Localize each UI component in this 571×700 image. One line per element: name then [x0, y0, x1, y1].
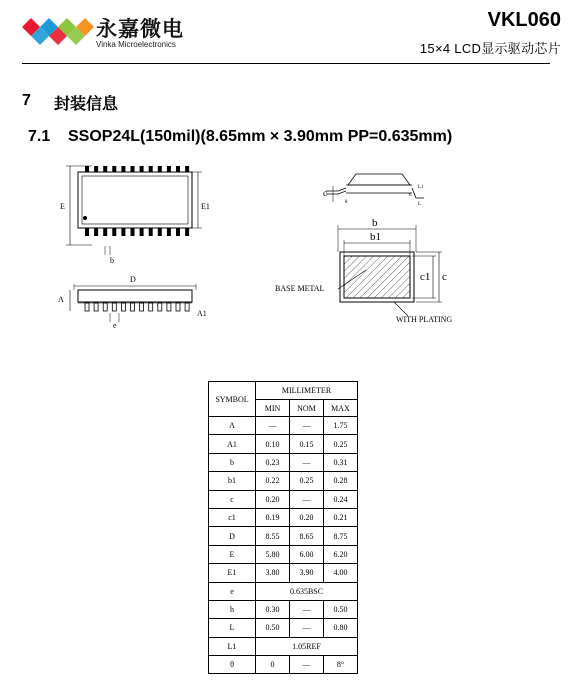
label-with-plating: WITH PLATING [396, 315, 453, 324]
cell-nom: 0.20 [290, 508, 324, 526]
cell-symbol: c [209, 490, 256, 508]
cell-symbol: h [209, 600, 256, 618]
side-view [70, 284, 196, 322]
cell-symbol: E1 [209, 564, 256, 582]
pin-side [112, 303, 116, 311]
top-view-pins-bottom [85, 228, 189, 236]
label-E: E [60, 202, 65, 211]
cell-max: 0.50 [324, 600, 358, 618]
label-base-metal: BASE METAL [275, 284, 325, 293]
label-c1-section: c1 [420, 271, 431, 283]
cell-symbol: c1 [209, 508, 256, 526]
pin-side [131, 303, 135, 311]
cell-min: 0 [256, 656, 290, 674]
pin-top [185, 166, 189, 172]
table-body [209, 417, 358, 674]
label-A1: A1 [197, 309, 207, 318]
label-L: L [418, 202, 422, 207]
cell-symbol: b1 [209, 472, 256, 490]
pin-bottom [85, 228, 89, 236]
cell-symbol: D [209, 527, 256, 545]
table-row [209, 490, 358, 508]
table-row [209, 619, 358, 637]
cell-min: 0.50 [256, 619, 290, 637]
side-view-body [78, 290, 192, 302]
section-number: 7 [22, 92, 31, 109]
dimension-table [208, 381, 358, 674]
pin-side [158, 303, 162, 311]
top-view-pins-top [85, 166, 189, 172]
table-row [209, 582, 358, 600]
pin-top [140, 166, 144, 172]
table-row [209, 417, 358, 435]
cell-max: 8.75 [324, 527, 358, 545]
cell-nom: 3.90 [290, 564, 324, 582]
cell-min: 0.22 [256, 472, 290, 490]
table-row [209, 508, 358, 526]
table-header-symbol: SYMBOL [209, 382, 256, 417]
package-drawing [0, 150, 571, 340]
cell-nom: — [290, 619, 324, 637]
pin-bottom [103, 228, 107, 236]
cell-nom: — [290, 656, 324, 674]
pin-top [167, 166, 171, 172]
cell-min: 8.55 [256, 527, 290, 545]
pin-top [112, 166, 116, 172]
label-b-section: b [372, 217, 378, 229]
pin-bottom [121, 228, 125, 236]
pin-bottom [167, 228, 171, 236]
cell-min: 0.23 [256, 453, 290, 471]
table-row [209, 637, 358, 655]
cell-max: 0.25 [324, 435, 358, 453]
cell-symbol: E [209, 545, 256, 563]
base-metal [344, 256, 410, 298]
pin-side [140, 303, 144, 311]
table-header-max: MAX [324, 400, 358, 417]
pin-side [85, 303, 89, 311]
brand-name-cn: 永嘉微电 [96, 17, 184, 41]
pin-bottom [140, 228, 144, 236]
cell-span: 0.635BSC [256, 582, 358, 600]
top-view-body [78, 172, 192, 228]
cell-max: 0.21 [324, 508, 358, 526]
cell-max: 0.80 [324, 619, 358, 637]
cell-nom: — [290, 417, 324, 435]
cell-nom: — [290, 453, 324, 471]
pin-top [131, 166, 135, 172]
pin-top [85, 166, 89, 172]
pin-side [149, 303, 153, 311]
cell-symbol: A [209, 417, 256, 435]
pin-top [103, 166, 107, 172]
label-e: e [113, 321, 117, 330]
pin-side [167, 303, 171, 311]
cell-min: 0.20 [256, 490, 290, 508]
label-b: b [110, 256, 114, 265]
pin-bottom [158, 228, 162, 236]
cell-span: 1.05REF [256, 637, 358, 655]
brand-name-en: Vinka Microelectronics [96, 40, 176, 49]
pin-side [121, 303, 125, 311]
table-row [209, 545, 358, 563]
cell-min: 3.80 [256, 564, 290, 582]
pin-top [158, 166, 162, 172]
subsection-number: 7.1 [28, 128, 51, 145]
table-header-millimeter: MILLIMETER [256, 382, 358, 400]
label-E1: E1 [201, 202, 210, 211]
pin-bottom [131, 228, 135, 236]
cell-max: 0.24 [324, 490, 358, 508]
pin-bottom [176, 228, 180, 236]
section-title: 封装信息 [54, 94, 119, 113]
table-header-min: MIN [256, 400, 290, 417]
cell-min: 0.30 [256, 600, 290, 618]
cell-min: 0.10 [256, 435, 290, 453]
cell-nom: 6.00 [290, 545, 324, 563]
cell-nom: 0.25 [290, 472, 324, 490]
top-view-inner [82, 176, 188, 224]
doc-subtitle: 15×4 LCD显示驱动芯片 [419, 41, 561, 56]
pin-side [185, 303, 189, 311]
cell-max: 4.00 [324, 564, 358, 582]
pin-side [94, 303, 98, 311]
table-header-nom: NOM [290, 400, 324, 417]
cell-nom: 0.15 [290, 435, 324, 453]
pin1-marker [83, 216, 87, 220]
model-number: VKL060 [487, 9, 561, 31]
top-view [66, 166, 202, 255]
cell-min: 0.19 [256, 508, 290, 526]
cell-max: 0.28 [324, 472, 358, 490]
label-h: h [409, 193, 412, 198]
table-row [209, 656, 358, 674]
cell-nom: — [290, 600, 324, 618]
label-theta: θ [345, 200, 348, 205]
table-row [209, 527, 358, 545]
subsection-title: SSOP24L(150mil)(8.65mm × 3.90mm PP=0.635mm) [68, 128, 453, 145]
label-L1: L1 [418, 185, 424, 190]
cell-symbol: L [209, 619, 256, 637]
label-c-lead: c [323, 188, 327, 198]
pin-side [103, 303, 107, 311]
label-D: D [130, 275, 136, 284]
table-row [209, 564, 358, 582]
cell-max: 8° [324, 656, 358, 674]
cell-max: 6.20 [324, 545, 358, 563]
pin-bottom [185, 228, 189, 236]
pin-bottom [94, 228, 98, 236]
cell-symbol: e [209, 582, 256, 600]
cell-nom: — [290, 490, 324, 508]
cell-symbol: b [209, 453, 256, 471]
table-row [209, 600, 358, 618]
pin-bottom [112, 228, 116, 236]
pin-top [121, 166, 125, 172]
pin-top [149, 166, 153, 172]
table-row [209, 453, 358, 471]
header-divider [22, 63, 550, 64]
cell-symbol: L1 [209, 637, 256, 655]
pin-top [94, 166, 98, 172]
cell-symbol: θ [209, 656, 256, 674]
label-A: A [58, 295, 64, 304]
table-row [209, 435, 358, 453]
cell-max: 1.75 [324, 417, 358, 435]
cell-min: — [256, 417, 290, 435]
cell-nom: 8.65 [290, 527, 324, 545]
cell-min: 5.80 [256, 545, 290, 563]
pin-top [176, 166, 180, 172]
brand-logo-icon [22, 14, 94, 50]
cell-symbol: A1 [209, 435, 256, 453]
cell-max: 0.31 [324, 453, 358, 471]
label-b1-section: b1 [370, 231, 381, 243]
pin-side [176, 303, 180, 311]
label-c-section: c [442, 271, 447, 283]
table-row [209, 472, 358, 490]
pin-bottom [149, 228, 153, 236]
